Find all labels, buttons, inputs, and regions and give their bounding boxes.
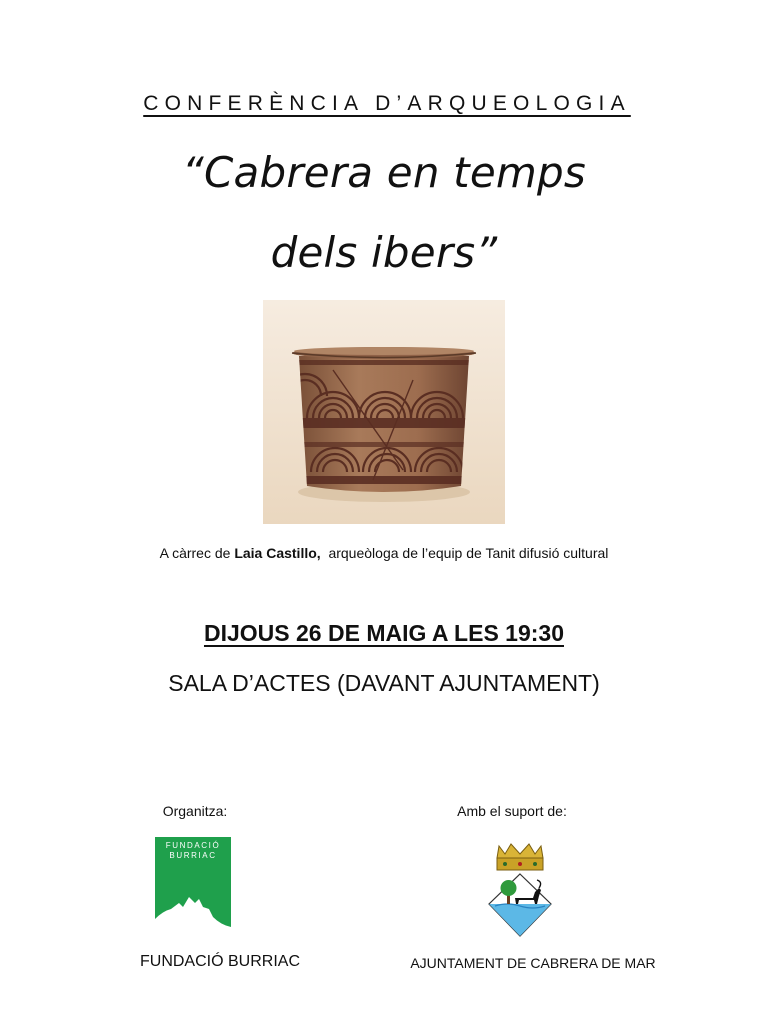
supporter-label: Amb el suport de: [457, 803, 567, 819]
speaker-name: Laia Castillo, [234, 545, 321, 561]
fundacio-burriac-logo [155, 837, 231, 935]
organizer-label: Organitza: [162, 803, 228, 819]
supporter-name: AJUNTAMENT DE CABRERA DE MAR [410, 955, 656, 971]
iberian-pot-photo [263, 300, 505, 524]
event-type-text: CONFERÈNCIA D’ARQUEOLOGIA [143, 92, 631, 115]
event-datetime-text: DIJOUS 26 DE MAIG A LES 19:30 [203, 620, 564, 646]
event-datetime [0, 620, 768, 647]
event-type-heading [0, 92, 768, 116]
organizer-name: FUNDACIÓ BURRIAC [139, 953, 300, 970]
title-line-2: dels ibers” [270, 228, 498, 277]
credit-prefix: A càrrec de [159, 545, 235, 561]
event-venue: SALA D’ACTES (DAVANT AJUNTAMENT) [168, 670, 600, 696]
title-line-1: “Cabrera en temps [182, 148, 586, 197]
cabrera-de-mar-crest-icon [485, 842, 555, 938]
logo-text-line-2: BURRIAC [169, 851, 217, 860]
speaker-credit [0, 545, 768, 561]
logo-text-line-1: FUNDACIÓ [165, 841, 221, 850]
speaker-role: arqueòloga de l’equip de Tanit difusió cultural [320, 545, 609, 561]
